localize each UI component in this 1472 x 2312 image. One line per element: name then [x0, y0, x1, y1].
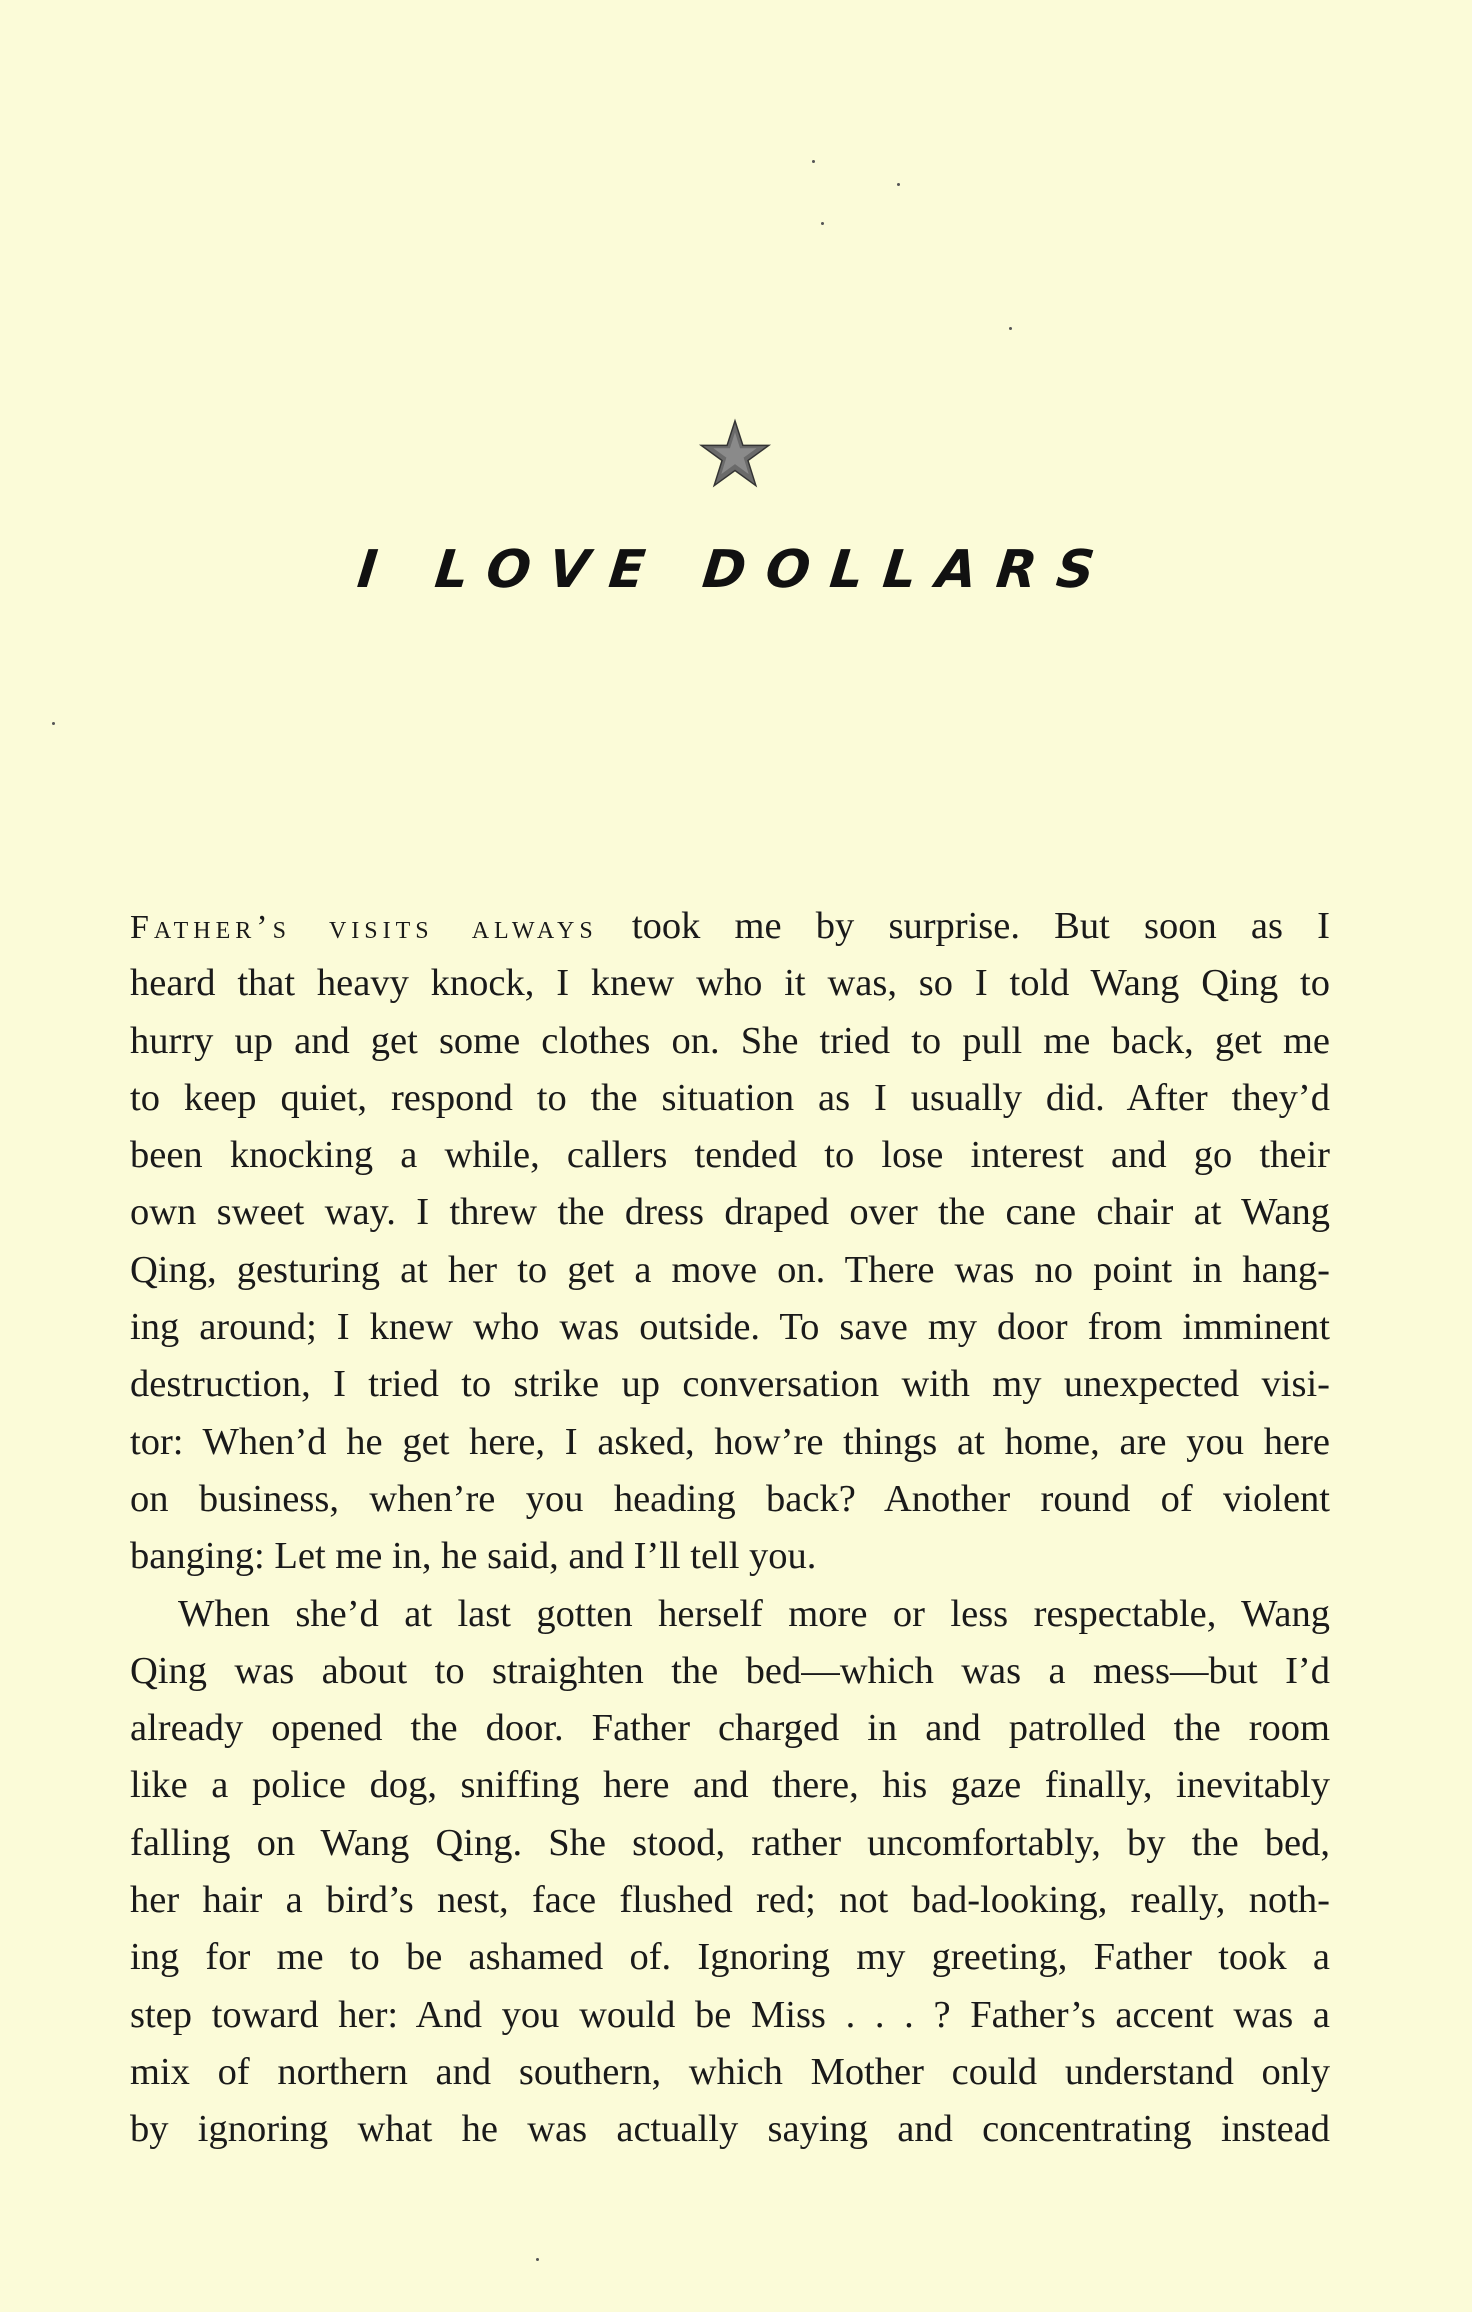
- text-line: own sweet way. I threw the dress draped over the cane chair at Wang: [130, 1191, 1330, 1234]
- text-line: banging: Let me in, he said, and I’ll tell you.: [130, 1535, 817, 1578]
- text-line: been knocking a while, callers tended to lose interest and go their: [130, 1134, 1330, 1177]
- text-line: ing for me to be ashamed of. Ignoring my greeting, Father took a: [130, 1936, 1330, 1979]
- text-line: hurry up and get some clothes on. She tried to pull me back, get me: [130, 1019, 1330, 1062]
- star-ornament-icon: [697, 418, 773, 490]
- text-line: Qing, gesturing at her to get a move on. There was no point in hang-: [130, 1248, 1330, 1291]
- text-line-segment: took me by surprise. But soon as I: [597, 905, 1330, 947]
- body-text: [130, 898, 1330, 2159]
- text-line: destruction, I tried to strike up conversation with my unexpected visi-: [130, 1363, 1330, 1406]
- text-line: her hair a bird’s nest, face flushed red; not bad-looking, really, noth-: [130, 1879, 1330, 1922]
- text-line: like a police dog, sniffing here and there, his gaze finally, inevitably: [130, 1764, 1330, 1807]
- text-line: by ignoring what he was actually saying and concentrating instead: [130, 2108, 1330, 2151]
- text-line: step toward her: And you would be Miss . . . ? Father’s accent was a: [130, 1993, 1330, 2036]
- text-line: heard that heavy knock, I knew who it was, so I told Wang Qing to: [130, 962, 1330, 1005]
- chapter-title: I LOVE DOLLARS: [354, 540, 1118, 600]
- text-line: already opened the door. Father charged in and patrolled the room: [130, 1707, 1330, 1750]
- text-line: on business, when’re you heading back? Another round of violent: [130, 1477, 1330, 1520]
- opening-smallcaps: Father’s visits always: [130, 909, 598, 946]
- paper-speck: [897, 183, 900, 186]
- text-line: falling on Wang Qing. She stood, rather uncomfortably, by the bed,: [130, 1821, 1330, 1864]
- text-line: When she’d at last gotten herself more or less respectable, Wang: [178, 1592, 1330, 1635]
- paper-speck: [821, 222, 824, 225]
- paper-speck: [52, 722, 55, 725]
- text-line: Qing was about to straighten the bed—which was a mess—but I’d: [130, 1649, 1330, 1692]
- text-line: to keep quiet, respond to the situation as I usually did. After they’d: [130, 1076, 1330, 1119]
- paper-speck: [536, 2258, 539, 2261]
- text-line: ing around; I knew who was outside. To save my door from imminent: [130, 1306, 1330, 1349]
- text-line: tor: When’d he get here, I asked, how’re things at home, are you here: [130, 1420, 1330, 1463]
- paper-speck: [812, 160, 815, 163]
- paper-speck: [1009, 327, 1012, 330]
- text-line: [130, 898, 1330, 955]
- text-line: mix of northern and southern, which Mother could understand only: [130, 2050, 1330, 2093]
